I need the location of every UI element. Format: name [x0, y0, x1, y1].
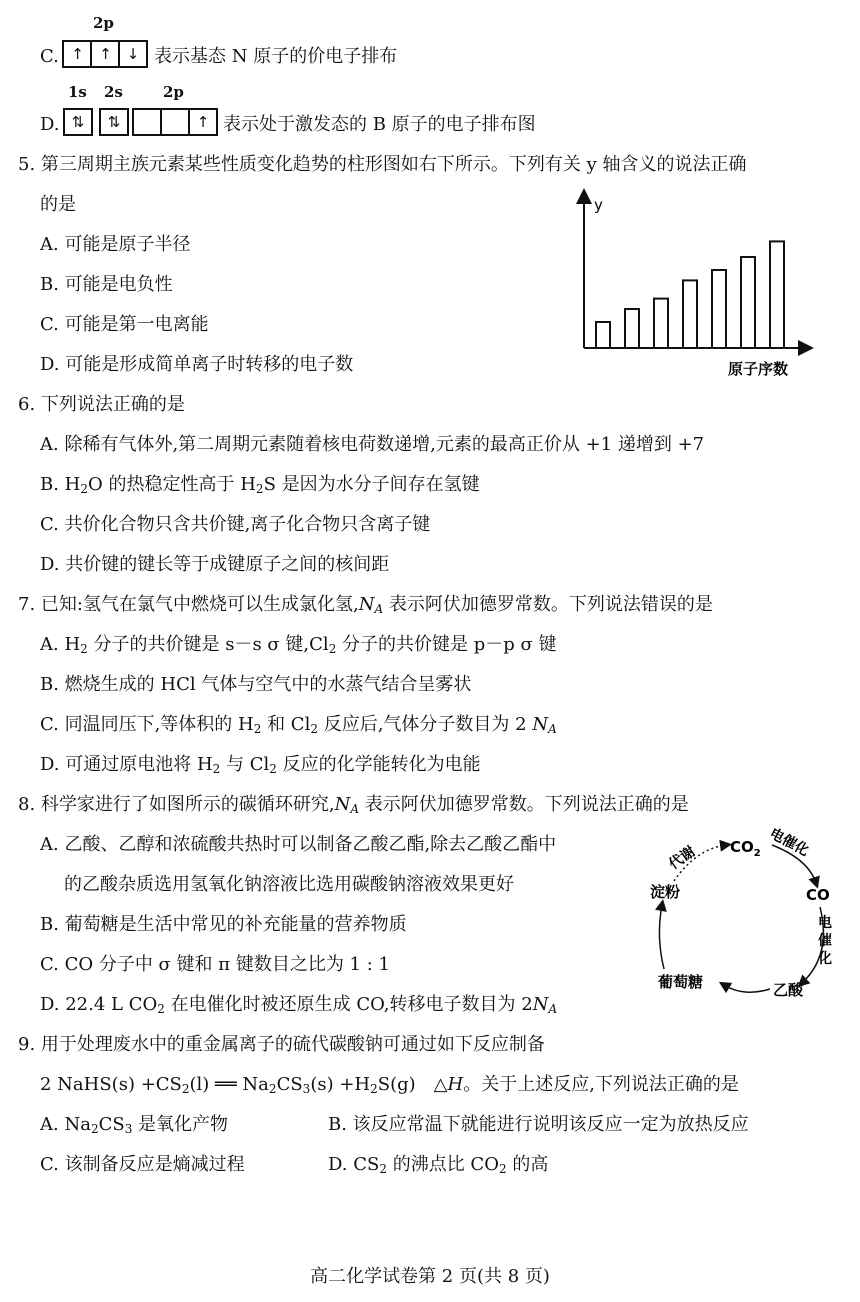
node-glucose: 葡萄糖	[658, 973, 704, 991]
q6-stem: 6. 下列说法正确的是	[18, 394, 185, 415]
q5-option-c: C. 可能是第一电离能	[40, 314, 209, 335]
q9-option-d: D. $CS_2$ 的沸点比 $CO_2$ 的高	[328, 1154, 549, 1176]
bar-5	[712, 270, 726, 348]
q6-option-c: C. 共价化合物只含共价键,离子化合物只含离子键	[40, 514, 431, 535]
q9-option-a: A. $Na_2CS_3$ 是氧化产物	[40, 1114, 229, 1136]
q8-stem: 8. 科学家进行了如图所示的碳循环研究$,N_A$ 表示阿伏加德罗常数。下列说法正确的是	[18, 794, 689, 816]
q7-option-d: D. 可通过原电池将 $H_2$ 与 $Cl_2$ 反应的化学能转化为电能	[40, 754, 481, 776]
q4-option-c-text: 表示基态 N 原子的价电子排布	[154, 46, 398, 67]
q9-equation: 2 NaHS(s) $+CS_2(l)$ ══ $Na_2CS_3(s) +H_2S(g)$ △H。关于上述反应,下列说法正确的是	[40, 1074, 739, 1096]
q5-option-b: B. 可能是电负性	[40, 274, 173, 295]
q9-option-b: B. 该反应常温下就能进行说明该反应一定为放热反应	[328, 1114, 749, 1135]
orbital-cell: ⇅	[107, 113, 121, 131]
q8-option-a-line1: A. 乙酸、乙醇和浓硫酸共热时可以制备乙酸乙酯,除去乙酸乙酯中	[40, 834, 557, 855]
orbital-label-1s: 1s	[68, 83, 87, 101]
q4-option-c-letter: C.	[40, 46, 59, 67]
label-electrocatalysis-side-3: 化	[818, 951, 832, 967]
page-footer: 高二化学试卷第 2 页(共 8 页)	[310, 1266, 550, 1287]
q7-option-b: B. 燃烧生成的 HCl 气体与空气中的水蒸气结合呈雾状	[40, 674, 472, 695]
bar-7	[770, 241, 784, 348]
y-axis-label: y	[594, 196, 603, 214]
orbital-cell: ⇅	[71, 113, 85, 131]
bar-4	[683, 280, 697, 348]
x-axis-label: 原子序数	[728, 360, 789, 378]
orbital-label-2p: 2p	[163, 83, 184, 101]
orbital-cell: ↑	[99, 45, 112, 63]
orbital-box-2p-ground	[62, 40, 148, 68]
q6-option-a: A. 除稀有气体外,第二周期元素随着核电荷数递增,元素的最高正价从 +1 递增到 +7	[40, 434, 705, 455]
q5-option-a: A. 可能是原子半径	[40, 234, 191, 255]
q9-stem: 9. 用于处理废水中的重金属离子的硫代碳酸钠可通过如下反应制备	[18, 1034, 545, 1055]
bar-1	[596, 322, 610, 348]
q9-option-c: C. 该制备反应是熵减过程	[40, 1154, 245, 1175]
node-starch: 淀粉	[650, 883, 681, 901]
q4-option-d-text: 表示处于激发态的 B 原子的电子排布图	[223, 114, 536, 135]
node-acetic-acid: 乙酸	[773, 981, 804, 999]
carbon-cycle-diagram	[630, 825, 845, 1015]
orbital-box-2p-excited	[132, 108, 218, 136]
orbital-box-1s	[63, 108, 93, 136]
q6-option-b: B. $H_2O$ 的热稳定性高于 $H_2S$ 是因为水分子间存在氢键	[40, 474, 480, 496]
q5-option-d: D. 可能是形成简单离子时转移的电子数	[40, 354, 354, 375]
bar-3	[654, 299, 668, 348]
bar-6	[741, 257, 755, 348]
orbital-cell: ↓	[126, 45, 140, 63]
node-co: CO	[806, 886, 830, 904]
arrow-acetic-to-glucose	[724, 985, 770, 992]
label-electrocatalysis-side-2: 催	[818, 933, 832, 949]
q7-stem: 7. 已知:氢气在氯气中燃烧可以生成氯化氢$,N_A$ 表示阿伏加德罗常数。下列说法错误的是	[18, 594, 713, 616]
orbital-cell	[134, 110, 161, 134]
q5-stem-line1: 5. 第三周期主族元素某些性质变化趋势的柱形图如右下所示。下列有关 y 轴含义的说法正确	[18, 154, 747, 175]
label-electrocatalysis-top: 电催化	[766, 825, 812, 860]
q8-option-c: C. CO 分子中 σ 键和 π 键数目之比为 1 : 1	[40, 954, 390, 975]
node-co2: $CO_2$	[730, 838, 761, 859]
orbital-label-2p: 2p	[93, 14, 114, 32]
arrow-glucose-to-starch	[659, 905, 664, 969]
q4-option-d-letter: D.	[40, 114, 60, 135]
q7-option-a: A. $H_2$ 分子的共价键是 s－s σ 键$,Cl_2$ 分子的共价键是 p－p σ 键	[40, 634, 557, 656]
label-electrocatalysis-side-1: 电	[818, 915, 832, 931]
orbital-label-2s: 2s	[104, 83, 123, 101]
q7-option-c: C. 同温同压下,等体积的 $H_2$ 和 $Cl_2$ 反应后,气体分子数目为 2 $N_A$	[40, 714, 557, 736]
label-metabolism: 代谢	[666, 843, 699, 873]
q8-option-b: B. 葡萄糖是生活中常见的补充能量的营养物质	[40, 914, 407, 935]
q5-stem-line2: 的是	[40, 194, 76, 215]
orbital-cell	[162, 110, 189, 134]
orbital-cell: ↑	[71, 45, 84, 63]
q5-bar-chart	[570, 188, 820, 380]
orbital-cell: ↑	[196, 113, 210, 131]
bar-2	[625, 309, 639, 348]
orbital-box-2s	[99, 108, 129, 136]
q6-option-d: D. 共价键的键长等于成键原子之间的核间距	[40, 554, 390, 575]
q8-option-d: D. 22.4 L $CO_2$ 在电催化时被还原生成 CO,转移电子数目为 $2N_A$	[40, 994, 558, 1016]
q8-option-a-line2: 的乙酸杂质选用氢氧化钠溶液比选用碳酸钠溶液效果更好	[64, 874, 514, 895]
